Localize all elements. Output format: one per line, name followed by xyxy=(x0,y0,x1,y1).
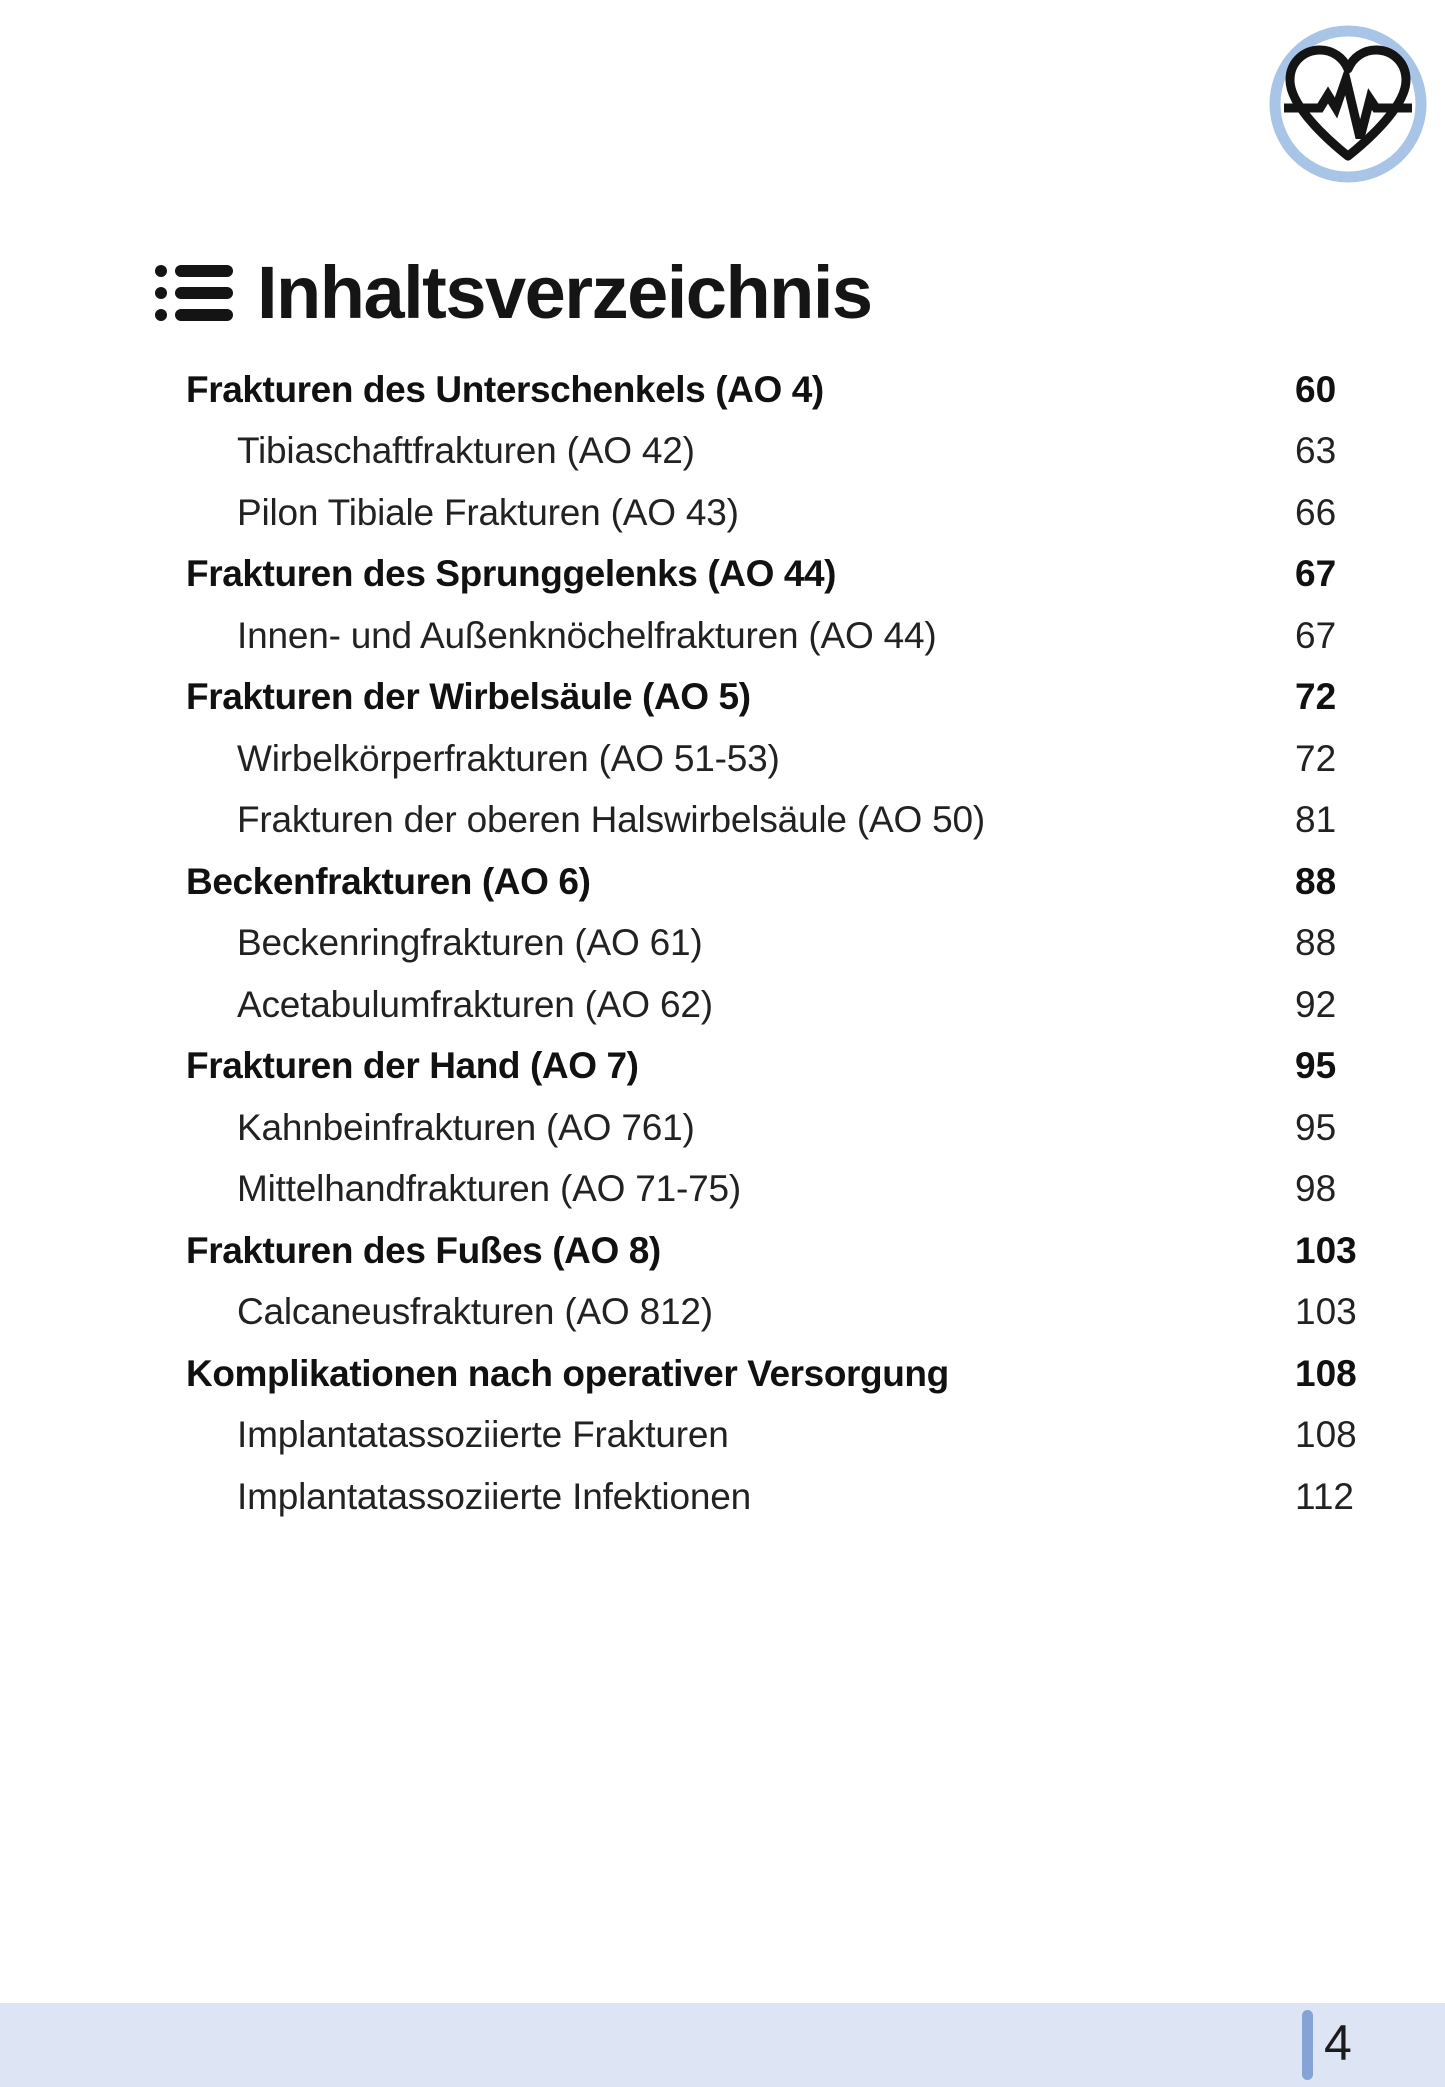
toc-entry-label: Tibiaschaftfrakturen (AO 42) xyxy=(237,430,695,472)
toc-entry-label: Beckenfrakturen (AO 6) xyxy=(186,860,591,902)
toc-entry-label: Implantatassoziierte Frakturen xyxy=(237,1414,729,1456)
toc-row[interactable] xyxy=(186,544,1396,606)
toc-entry-page-number: 81 xyxy=(1295,799,1337,841)
toc-row[interactable] xyxy=(186,1466,1396,1528)
toc-entry-page-number: 88 xyxy=(1295,922,1337,964)
toc-entry-page-number: 103 xyxy=(1295,1291,1357,1333)
toc-entry-page-number: 95 xyxy=(1295,1106,1337,1148)
toc-row[interactable] xyxy=(186,974,1396,1036)
toc-row[interactable] xyxy=(186,1097,1396,1159)
toc-entry-page-number: 98 xyxy=(1295,1168,1337,1210)
heart-pulse-logo xyxy=(1268,24,1428,184)
toc-entry-label: Frakturen der oberen Halswirbelsäule (AO 50) xyxy=(237,799,985,841)
toc-entry-page-number: 112 xyxy=(1295,1475,1354,1517)
toc-entry-label: Frakturen des Unterschenkels (AO 4) xyxy=(186,368,824,410)
toc-entry-page-number: 88 xyxy=(1295,860,1337,902)
toc-entry-label: Komplikationen nach operativer Versorgung xyxy=(186,1352,949,1394)
toc-entry-page-number: 63 xyxy=(1295,430,1337,472)
footer-page-number: 4 xyxy=(1324,2015,1352,2071)
toc-row[interactable] xyxy=(186,1405,1396,1467)
toc-entry-page-number: 95 xyxy=(1295,1045,1337,1087)
toc-row[interactable] xyxy=(186,421,1396,483)
toc-entry-label: Mittelhandfrakturen (AO 71-75) xyxy=(237,1168,742,1210)
toc-entry-page-number: 103 xyxy=(1295,1229,1357,1271)
toc-entry-label: Frakturen der Hand (AO 7) xyxy=(186,1045,639,1087)
toc-entry-page-number: 66 xyxy=(1295,491,1337,533)
footer-accent-bar xyxy=(1302,2010,1313,2080)
toc-row[interactable] xyxy=(186,605,1396,667)
toc-row[interactable] xyxy=(186,482,1396,544)
toc-row[interactable] xyxy=(186,913,1396,975)
toc-entry-page-number: 72 xyxy=(1295,676,1337,718)
toc-entry-label: Implantatassoziierte Infektionen xyxy=(237,1475,751,1517)
toc-entry-page-number: 92 xyxy=(1295,983,1337,1025)
toc-entry-label: Calcaneusfrakturen (AO 812) xyxy=(237,1291,713,1333)
toc-entry-page-number: 72 xyxy=(1295,737,1337,779)
toc-entry-page-number: 108 xyxy=(1295,1352,1357,1394)
toc-entry-label: Wirbelkörperfrakturen (AO 51-53) xyxy=(237,737,780,779)
toc-entry-page-number: 67 xyxy=(1295,614,1337,656)
toc-entry-page-number: 60 xyxy=(1295,368,1337,410)
page-title-row xyxy=(155,251,872,334)
toc-row[interactable] xyxy=(186,667,1396,729)
toc-entry-label: Frakturen der Wirbelsäule (AO 5) xyxy=(186,676,751,718)
table-of-contents xyxy=(186,359,1396,1528)
toc-entry-label: Beckenringfrakturen (AO 61) xyxy=(237,922,703,964)
toc-entry-page-number: 67 xyxy=(1295,553,1337,595)
toc-row[interactable] xyxy=(186,1220,1396,1282)
page-title: Inhaltsverzeichnis xyxy=(257,251,872,334)
heart-pulse-icon xyxy=(1268,24,1428,184)
toc-entry-label: Frakturen des Fußes (AO 8) xyxy=(186,1229,661,1271)
toc-row[interactable] xyxy=(186,1159,1396,1221)
toc-entry-label: Acetabulumfrakturen (AO 62) xyxy=(237,983,713,1025)
toc-row[interactable] xyxy=(186,359,1396,421)
toc-row[interactable] xyxy=(186,1036,1396,1098)
toc-row[interactable] xyxy=(186,728,1396,790)
toc-row[interactable] xyxy=(186,851,1396,913)
footer-band xyxy=(0,2003,1445,2087)
list-icon xyxy=(155,264,233,322)
toc-entry-label: Innen- und Außenknöchelfrakturen (AO 44) xyxy=(237,614,937,656)
toc-entry-label: Kahnbeinfrakturen (AO 761) xyxy=(237,1106,695,1148)
toc-row[interactable] xyxy=(186,790,1396,852)
toc-entry-label: Frakturen des Sprunggelenks (AO 44) xyxy=(186,553,837,595)
toc-row[interactable] xyxy=(186,1282,1396,1344)
toc-entry-page-number: 108 xyxy=(1295,1414,1357,1456)
toc-entry-label: Pilon Tibiale Frakturen (AO 43) xyxy=(237,491,739,533)
toc-row[interactable] xyxy=(186,1343,1396,1405)
